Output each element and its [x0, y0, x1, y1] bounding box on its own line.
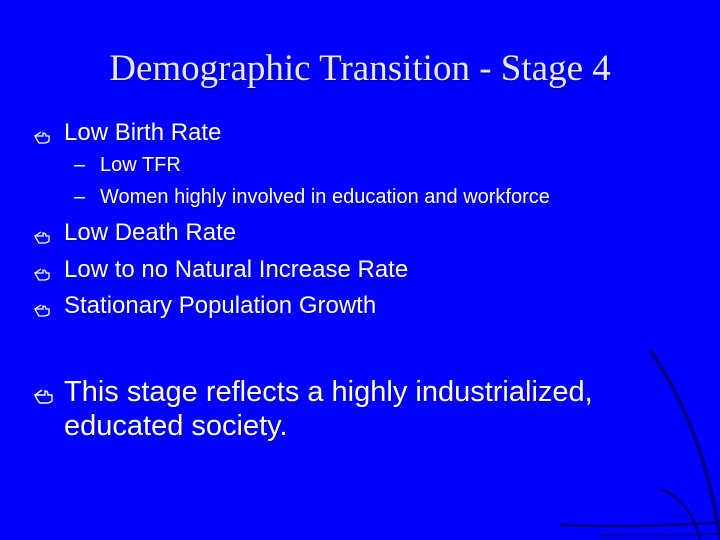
pointing-hand-icon	[34, 228, 50, 244]
dash-marker: –	[74, 154, 86, 176]
bullet-label: Low Birth Rate	[64, 119, 222, 146]
bullet-label: Stationary Population Growth	[64, 292, 377, 319]
sub-bullet-women-education	[74, 184, 550, 210]
pointing-hand-icon	[34, 301, 50, 317]
bullet-label: Low Death Rate	[64, 219, 237, 246]
pointing-hand-icon	[34, 265, 50, 281]
sub-bullet-low-tfr	[74, 152, 181, 178]
bullet-low-birth-rate	[34, 118, 221, 148]
bullet-natural-increase	[34, 255, 408, 285]
sub-bullet-label: Women highly involved in education and workforce	[100, 186, 550, 208]
bullet-label: Low to no Natural Increase Rate	[64, 256, 409, 283]
pointing-hand-icon	[34, 128, 50, 144]
pointing-hand-icon	[34, 386, 54, 404]
closing-line-1: This stage reflects a highly industrialized,	[64, 376, 593, 408]
closing-line-2: educated society.	[64, 410, 288, 442]
bullet-low-death-rate	[34, 218, 236, 248]
slide-title: Demographic Transition - Stage 4	[109, 48, 611, 89]
dash-marker: –	[74, 186, 86, 208]
closing-bullet	[34, 374, 593, 410]
bullet-stationary-growth	[34, 291, 376, 321]
sub-bullet-label: Low TFR	[100, 154, 181, 176]
closing-bullet-continued	[64, 408, 288, 444]
